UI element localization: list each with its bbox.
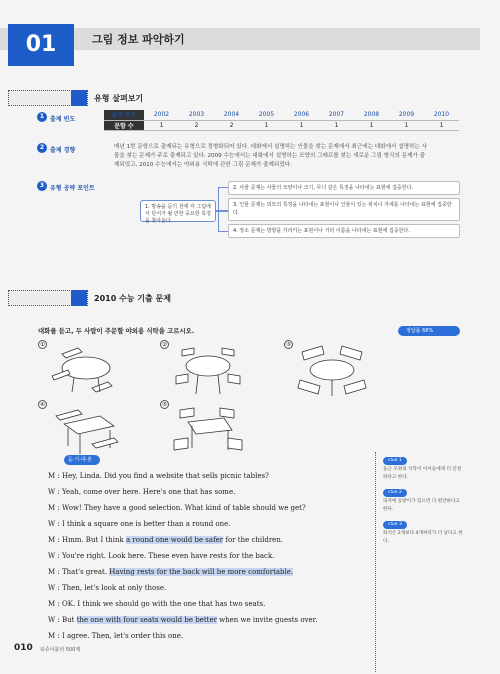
year-cell: 2007 (319, 110, 354, 120)
book-title: 워쥬어블러 500제 (40, 647, 81, 653)
option-number: ⑤ (160, 400, 169, 409)
round-table-icon (294, 344, 370, 400)
bullet-1: 1 (37, 112, 47, 122)
dialogue-line: M : Hmm. But I think a round one would be safer for the children. (48, 536, 284, 544)
trend-paragraph (114, 143, 464, 170)
year-cell: 2009 (389, 110, 424, 120)
year-cell: 2005 (249, 110, 284, 120)
section-title-exam: 2010 수능 기출 문제 (94, 294, 171, 303)
answer-rate-badge: 정답률 68% (398, 326, 460, 336)
year-cell: 2008 (354, 110, 389, 120)
clue-text: 좌석은 2개보다 4개짜리가 더 낫다고 한다. (383, 531, 463, 544)
tip-box: 2. 사물 문제는 사물의 모양이나 크기, 무늬 같은 특징을 나타내는 표현에 집중한다. (228, 181, 460, 195)
script-tag: 듣·기·대·본 (64, 455, 100, 465)
option-1-round-two-benches[interactable] (38, 340, 126, 404)
clue-highlight: the one with four seats would be better (76, 616, 217, 624)
clue-tag: clue 1 (383, 457, 407, 465)
count-cell: 1 (389, 120, 424, 130)
count-cell: 2 (214, 120, 249, 130)
count-cell: 2 (179, 120, 214, 130)
dialogue-line: W : I think a square one is better than a round one. (48, 520, 231, 528)
section-marker (8, 290, 88, 306)
clue-text: 의자에 등받이가 있으면 더 편안하다고 한다. (383, 499, 460, 512)
count-cell: 1 (144, 120, 179, 130)
count-cell: 1 (354, 120, 389, 130)
tip-box: 4. 장소 문제는 방향을 가리키는 표현이나 거리 이름을 나타내는 표현에 집중한다. (228, 224, 460, 238)
dialogue-line: M : Hey, Linda. Did you find a website that sells picnic tables? (48, 472, 269, 480)
option-5-square-four-seats[interactable] (160, 400, 248, 464)
frequency-table (104, 110, 459, 131)
option-3-round-backrest[interactable] (284, 340, 372, 404)
chapter-title: 그림 정보 파악하기 (92, 33, 185, 46)
option-2-round-four-seats[interactable] (160, 340, 248, 404)
square-table-icon (48, 404, 124, 460)
trend-line: 물을 찾는 문제가 주로 출제되고 있다. 2009 수능에서는 대화에서 설명하는 모양의 그래프를 찾는 새로운 그림 형식의 문제가 출 (114, 153, 426, 159)
dialogue-line: W : Yeah, come over here. Here's one that has some. (48, 488, 236, 496)
year-cell: 2006 (284, 110, 319, 120)
question-text: 대화를 듣고, 두 사람이 주문할 야외용 식탁을 고르시오. (38, 327, 195, 335)
clue-tag: clue 2 (383, 489, 407, 497)
count-cell: 1 (424, 120, 459, 130)
dialogue-line: M : That's great. Having rests for the back will be more comfortable. (48, 568, 294, 576)
count-cell: 1 (319, 120, 354, 130)
square-table-icon (170, 404, 246, 460)
section-title-overview: 유형 살펴보기 (94, 94, 144, 103)
clue-text: 둥근 모양의 식탁이 아이들에게 더 안전하다고 한다. (383, 467, 462, 480)
count-cell: 1 (249, 120, 284, 130)
section-marker (8, 90, 88, 106)
count-header: 문항 수 (104, 120, 144, 130)
bullet-3: 3 (37, 181, 47, 191)
bullet-2: 2 (37, 143, 47, 153)
dialogue-line: W : You're right. Look here. These even have rests for the back. (48, 552, 275, 560)
sidebar-divider (375, 452, 376, 672)
page-number: 010 (14, 643, 33, 653)
chapter-number: 01 (8, 24, 74, 66)
year-header: 출제 연도 (104, 110, 144, 120)
dialogue-line: W : But the one with four seats would be better when we invite guests over. (48, 616, 318, 624)
tip-connector (216, 210, 228, 212)
clue-highlight: a round one would be safer (126, 536, 224, 544)
trend-line: 매년 1번 문항으로 출제되는 유형으로 정형화되어 있다. 대화에서 설명하는 인물을 찾는 문제에서 최근에는 대화에서 설명하는 사 (114, 144, 427, 150)
dialogue-line: M : OK. I think we should go with the one that has two seats. (48, 600, 266, 608)
trend-line: 제되었고, 2010 수능에서는 야외용 식탁에 관한 그림 문제가 출제되었다. (114, 162, 292, 168)
option-number: ② (160, 340, 169, 349)
option-number: ③ (284, 340, 293, 349)
clue-highlight: Having rests for the back will be more comfortable. (109, 568, 294, 576)
year-cell: 2002 (144, 110, 179, 120)
year-cell: 2003 (179, 110, 214, 120)
tip-box: 3. 인물 문제는 외모의 특징을 나타내는 표현이나 인물이 있는 위치나 자세를 나타내는 표현에 집중한다. (228, 198, 460, 221)
label-frequency: 출제 빈도 (50, 116, 76, 123)
option-number: ④ (38, 400, 47, 409)
count-cell: 1 (284, 120, 319, 130)
dialogue-line: M : Wow! They have a good selection. What kind of table should we get? (48, 504, 306, 512)
year-cell: 2010 (424, 110, 459, 120)
label-strategy: 유형 공략 포인트 (50, 185, 95, 192)
dialogue-line: W : Then, let's look at only those. (48, 584, 167, 592)
round-table-icon (170, 344, 246, 400)
round-table-icon (48, 344, 124, 400)
year-cell: 2004 (214, 110, 249, 120)
dialogue-line: M : I agree. Then, let's order this one. (48, 632, 184, 640)
tip-main-box: 1. 방송을 듣기 전에 각 그림에서 단서가 될 만한 중요한 특징을 찾아둔다. (140, 200, 216, 222)
label-trend: 출제 경향 (50, 147, 76, 154)
clue-tag: clue 3 (383, 521, 407, 529)
option-number: ① (38, 340, 47, 349)
